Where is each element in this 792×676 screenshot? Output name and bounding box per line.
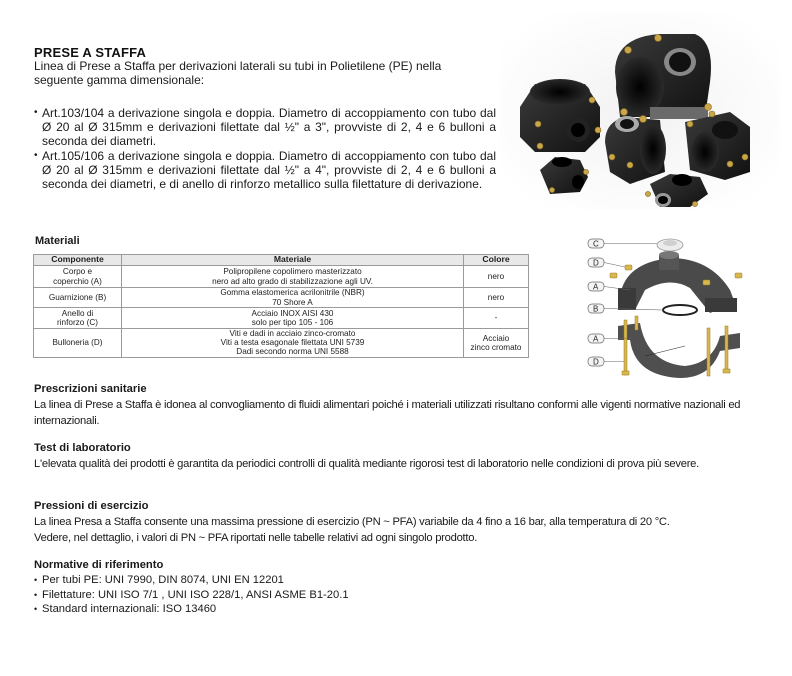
exploded-diagram [585,228,775,378]
svg-text:A: A [593,334,599,344]
table-header-row [34,255,529,266]
normative-item: • Filettature: UNI ISO 7/1 , UNI ISO 228/1, ANSI ASME B1-20.1 [34,588,349,603]
svg-text:B: B [593,304,599,314]
product-bullet-list [34,106,496,191]
product-bullet: • Art.103/104 a derivazione singola e doppia. Diametro di accoppiamento con tubo dal Ø 20 al Ø 315mm e derivazioni filettate dal ½" a 3", provviste di 2, 4 e 6 bulloni a seconda dei diametri. [34,106,496,149]
section-heading-sanitarie: Prescrizioni sanitarie [34,383,147,395]
product-bullet: • Art.105/106 a derivazione singola e doppia. Diametro di accoppiamento con tubo dal Ø 20 al Ø 315mm e derivazioni filettate dal ½" a 4", provviste di 2, 4 e 6 bulloni a seconda dei diametri, e di anello di rinforzo metallico sulla filettature di derivazione. [34,149,496,192]
section-text-pressioni-1: La linea Presa a Staffa consente una massima pressione di esercizio (PN ~ PFA) variabile da 4 fino a 16 bar, alla temperatura di 20 °C. [34,516,670,528]
table-row [34,288,529,308]
cell-colore: nero [464,288,529,308]
cell-materiale: Gomma elastomerica acrilonitrile (NBR) 70 Shore A [122,288,464,308]
part-c-ring [657,239,683,251]
label-tag-d [588,357,624,367]
column-header-colore: Colore [464,255,529,266]
part-a-lower [618,323,740,378]
cell-componente: Guarnizione (B) [34,288,122,308]
table-row [34,329,529,358]
table-row [34,308,529,329]
part-b-gasket [663,305,697,315]
label-tag-d [588,258,625,268]
cell-materiale: Acciaio INOX AISI 430 solo per tipo 105 - 106 [122,308,464,329]
page-title: PRESE A STAFFA [34,45,147,60]
cell-componente: Bulloneria (D) [34,329,122,358]
cell-materiale: Polipropilene copolimero masterizzato nero ad alto grado di stabilizzazione agli UV. [122,266,464,288]
svg-text:D: D [593,357,599,367]
product-photo [500,12,780,210]
label-tag-c [588,239,657,249]
fitting-right [685,112,750,180]
intro-text: Linea di Prese a Staffa per derivazioni laterali su tubi in Polietilene (PE) nella seguente gamma dimensionale: [34,59,442,87]
materials-title: Materiali [35,235,80,247]
section-text-pressioni-2: Vedere, nel dettaglio, i valori di PN ~ PFA riportati nelle tabelle relativi ad ogni singolo prodotto. [34,532,478,544]
fitting-left [520,79,600,152]
cell-materiale: Viti e dadi in acciaio zinco-cromato Viti a testa esagonale filettata UNI 5739 Dadi secondo norma UNI 5588 [122,329,464,358]
table-row [34,266,529,288]
column-header-componente: Componente [34,255,122,266]
section-text-sanitarie: La linea di Prese a Staffa è idonea al convogliamento di fluidi alimentari poiché i materiali utilizzati risultano conformi alle vigenti normative nazionali ed internazionali. [34,399,741,427]
svg-text:A: A [593,282,599,292]
materials-table [33,254,529,358]
fitting-center [605,116,666,184]
section-text-laboratorio: L'elevata qualità dei prodotti è garantita da periodici controlli di qualità mediante rigorosi test di laboratorio nelle condizioni di prova più severe. [34,458,700,470]
normative-item: • Per tubi PE: UNI 7990, DIN 8074, UNI EN 12201 [34,573,349,588]
cell-colore: Acciaio zinco cromato [464,329,529,358]
column-header-materiale: Materiale [122,255,464,266]
section-heading-normative: Normative di riferimento [34,559,164,571]
part-a-upper [618,251,737,313]
svg-text:D: D [593,258,599,268]
cell-colore: - [464,308,529,329]
svg-text:C: C [593,239,599,249]
cell-componente: Corpo e coperchio (A) [34,266,122,288]
normative-item: • Standard internazionali: ISO 13460 [34,602,349,617]
normative-list [34,573,349,617]
section-heading-laboratorio: Test di laboratorio [34,442,131,454]
cell-componente: Anello di rinforzo (C) [34,308,122,329]
section-heading-pressioni: Pressioni di esercizio [34,500,149,512]
cell-colore: nero [464,266,529,288]
